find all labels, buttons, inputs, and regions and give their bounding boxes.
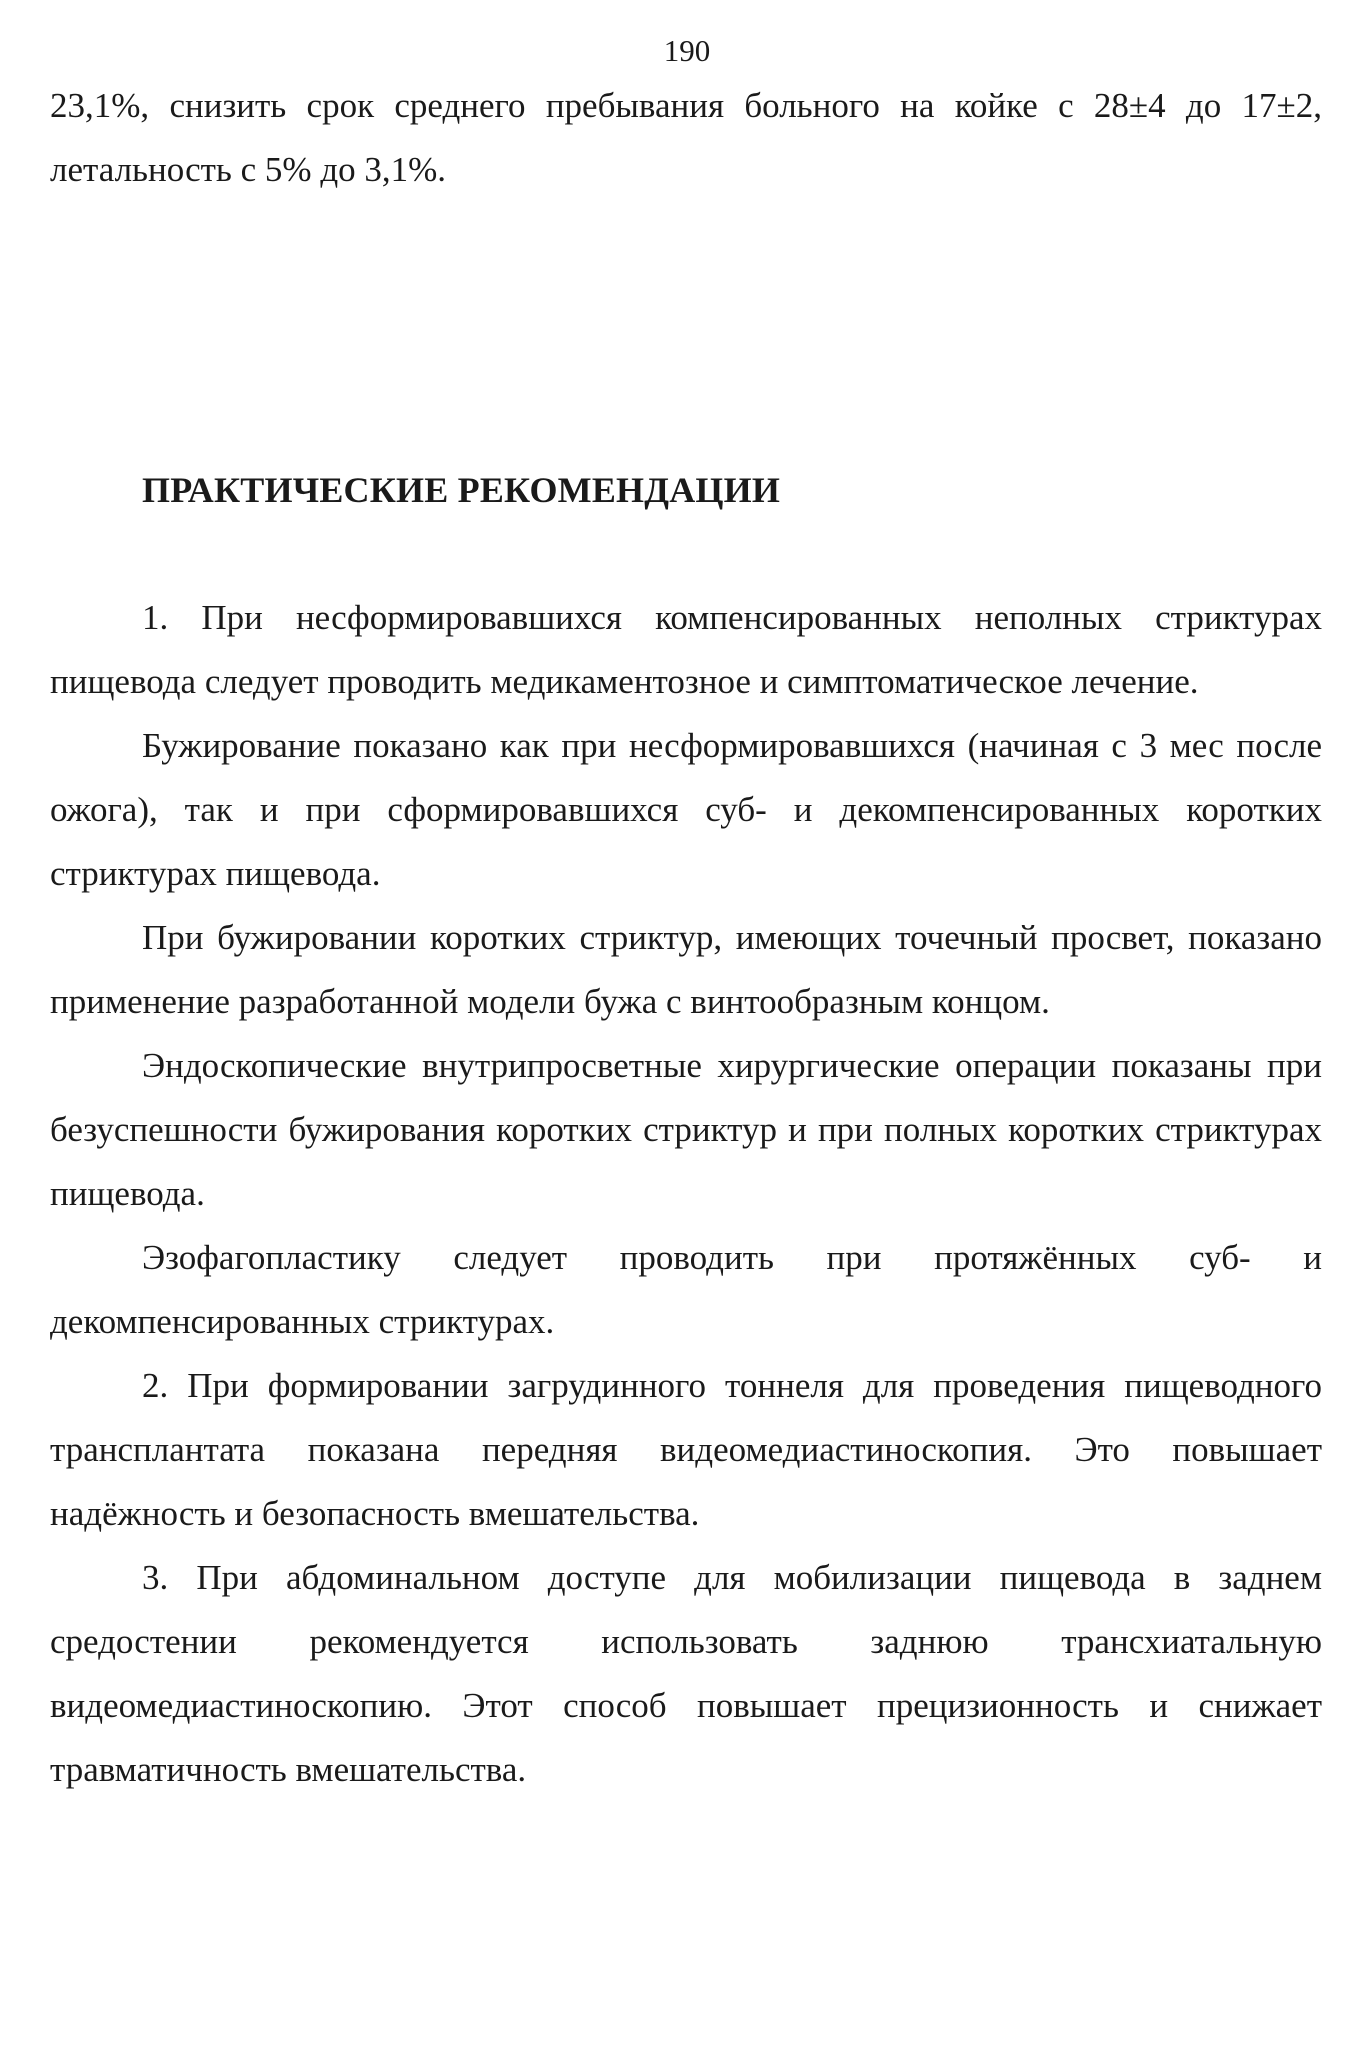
recommendation-paragraph-1: 1. При несформировавшихся компенсированных неполных стриктурах пищевода следует проводить медикаментозное и симптоматическое лечение. — [50, 598, 1322, 701]
recommendation-paragraph-4: Эндоскопические внутрипросветные хирургические операции показаны при безуспешности бужирования коротких стриктур и при полных коротких стриктурах пищевода. — [50, 1046, 1322, 1213]
section-heading: ПРАКТИЧЕСКИЕ РЕКОМЕНДАЦИИ — [142, 470, 781, 510]
recommendation-paragraph-6: 2. При формировании загрудинного тоннеля для проведения пищеводного трансплантата показана передняя видеомедиастиноскопия. Это повышает надёжность и безопасность вмешательства. — [50, 1366, 1322, 1533]
recommendation-paragraph-3: При бужировании коротких стриктур, имеющих точечный просвет, показано применение разработанной модели бужа с винтообразным концом. — [50, 918, 1322, 1021]
recommendation-paragraph-7: 3. При абдоминальном доступе для мобилизации пищевода в заднем средостении рекомендуется использовать заднюю трансхиатальную видеомедиастиноскопию. Этот способ повышает прецизионность и снижает травматичность вмешательства. — [50, 1558, 1322, 1789]
recommendation-paragraph-2: Бужирование показано как при несформировавшихся (начиная с 3 мес после ожога), так и при сформировавшихся суб- и декомпенсированных коротких стриктурах пищевода. — [50, 726, 1322, 893]
recommendation-paragraph-5: Эзофагопластику следует проводить при протяжённых суб- и декомпенсированных стриктурах. — [50, 1238, 1322, 1341]
continuation-paragraph: 23,1%, снизить срок среднего пребывания больного на койке с 28±4 до 17±2, летальность с 5% до 3,1%. — [50, 86, 1322, 189]
page-number: 190 — [663, 33, 711, 68]
